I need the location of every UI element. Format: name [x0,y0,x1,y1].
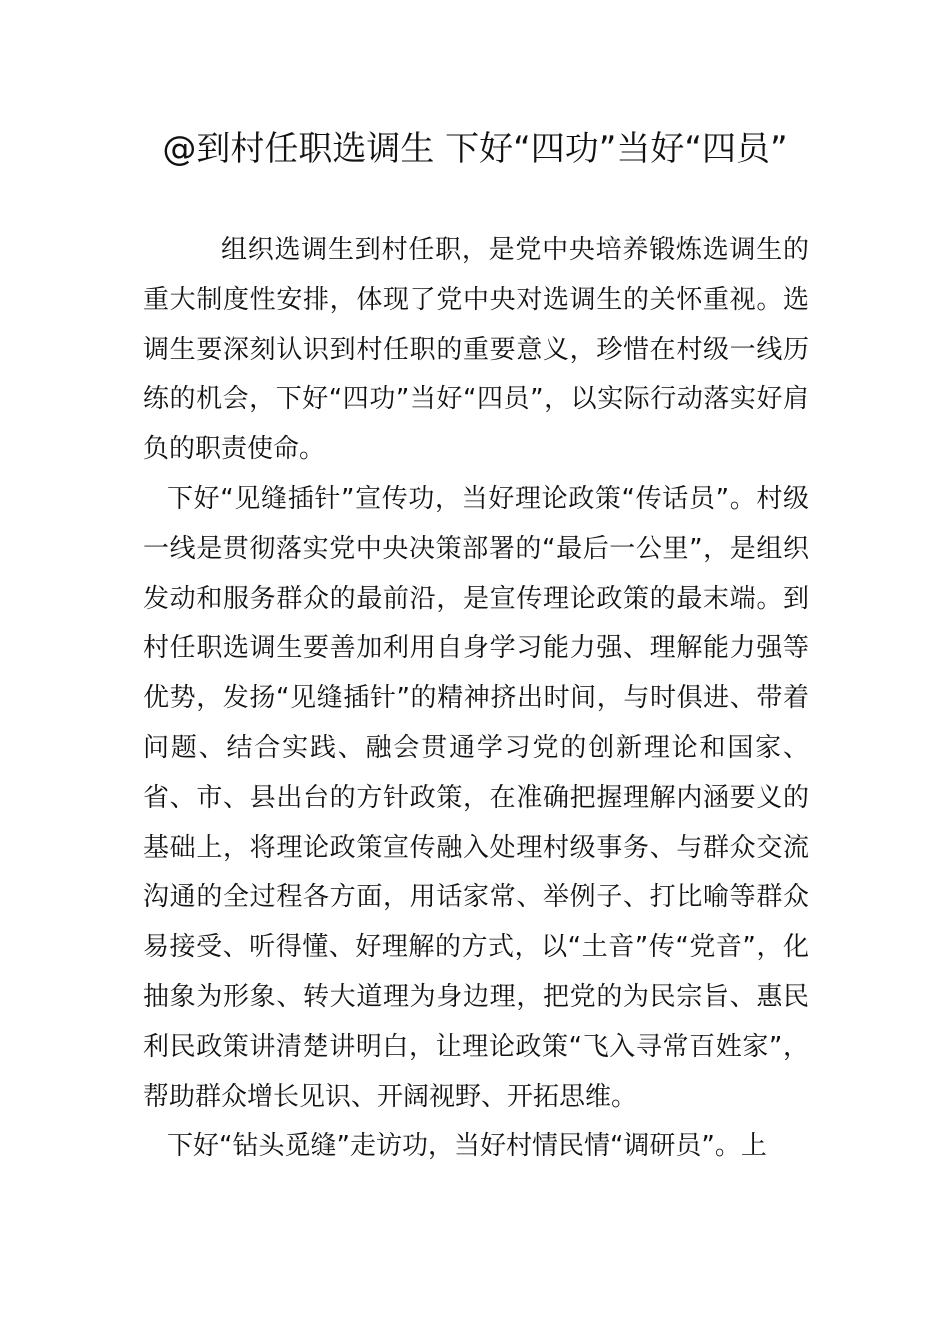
paragraph-publicity: 下好“见缝插针”宣传功，当好理论政策“传话员”。村级一线是贯彻落实党中央决策部署的“最后一公里”，是组织发动和服务群众的最前沿，是宣传理论政策的最末端。到村任职选调生要善加利用自身学习能力强、理解能力强等优势，发扬“见缝插针”的精神挤出时间，与时俱进、带着问题、结合实践、融会贯通学习党的创新理论和国家、省、市、县出台的方针政策，在准确把握理解内涵要义的基础上，将理论政策宣传融入处理村级事务、与群众交流沟通的全过程各方面，用话家常、举例子、打比喻等群众易接受、听得懂、好理解的方式，以“土音”传“党音”，化抽象为形象、转大道理为身边理，把党的为民宗旨、惠民利民政策讲清楚讲明白，让理论政策“飞入寻常百姓家”，帮助群众增长见识、开阔视野、开拓思维。 [143,483,809,1112]
paragraph-visiting: 下好“钻头觅缝”走访功，当好村情民情“调研员”。上 [167,1131,767,1162]
document-body [143,226,809,1172]
paragraph-intro: 组织选调生到村任职，是党中央培养锻炼选调生的重大制度性安排，体现了党中央对选调生的关怀重视。选调生要深刻认识到村任职的重要意义，珍惜在村级一线历练的机会，下好“四功”当好“四员”，以实际行动落实好肩负的职责使命。 [143,235,809,465]
document-title: @到村任职选调生 下好“四功”当好“四员” [162,129,788,169]
